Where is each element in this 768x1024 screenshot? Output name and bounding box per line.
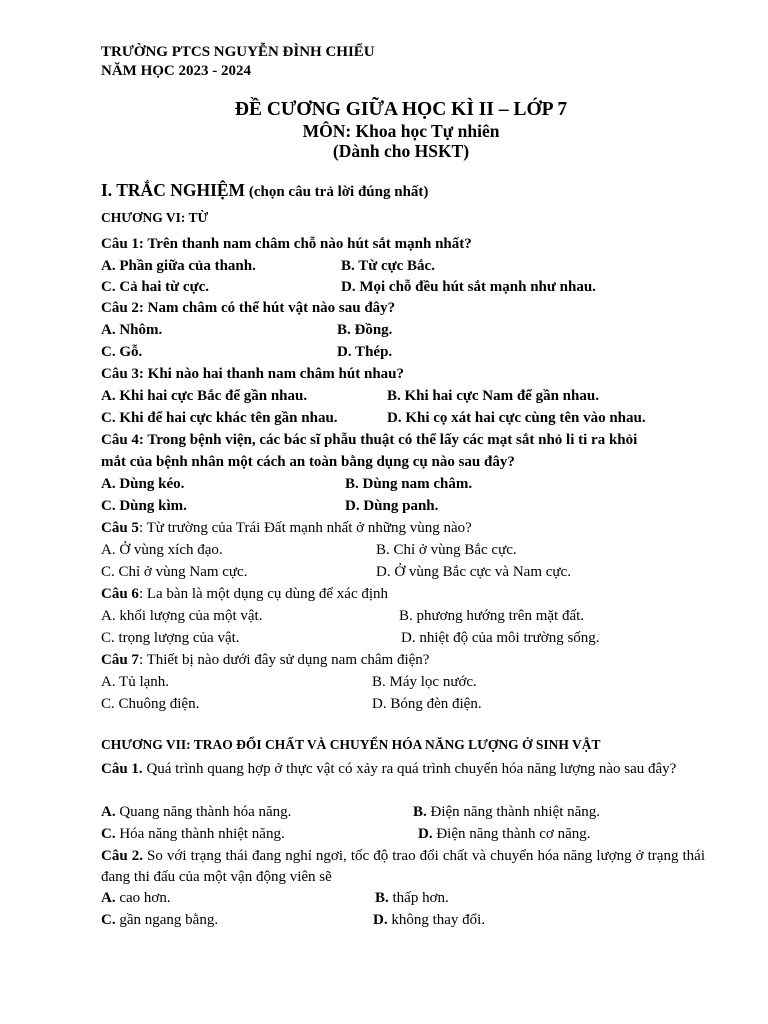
document-title: ĐỀ CƯƠNG GIỮA HỌC KÌ II – LỚP 7 bbox=[234, 99, 568, 120]
question-5-prompt: : Từ trường của Trái Đất mạnh nhất ở những vùng nào? bbox=[138, 520, 472, 536]
option-letter: B. bbox=[375, 890, 389, 906]
question-5-option-b: B. Chỉ ở vùng Bắc cực. bbox=[376, 542, 517, 558]
chapter-7-question-2-option-b bbox=[375, 888, 449, 909]
question-7-prompt: : Thiết bị nào dưới đây sử dụng nam châm điện? bbox=[138, 652, 430, 668]
option-text: Điện năng thành nhiệt năng. bbox=[426, 804, 601, 820]
option-letter: C. bbox=[101, 912, 116, 928]
question-7-option-a: A. Tủ lạnh. bbox=[101, 674, 170, 690]
chapter-7-question-1-number: Câu 1. bbox=[101, 761, 143, 777]
question-7-option-b: B. Máy lọc nước. bbox=[372, 674, 477, 690]
section-heading bbox=[101, 180, 428, 203]
question-1-option-a: A. Phần giữa của thanh. bbox=[101, 258, 256, 274]
audience-line: (Dành cho HSKT) bbox=[332, 141, 470, 161]
question-1-option-c: C. Cả hai từ cực. bbox=[101, 279, 209, 295]
school-name: TRƯỜNG PTCS NGUYỄN ĐÌNH CHIỂU bbox=[101, 44, 375, 60]
question-3-option-d: D. Khi cọ xát hai cực cùng tên vào nhau. bbox=[387, 410, 646, 426]
question-7-option-d: D. Bóng đèn điện. bbox=[372, 696, 482, 712]
question-2-option-b: B. Đồng. bbox=[337, 322, 393, 338]
option-text: Quang năng thành hóa năng. bbox=[115, 804, 292, 820]
question-6-prompt: : La bàn là một dụng cụ dùng để xác định bbox=[138, 586, 389, 602]
chapter-7-question-1-prompt: Quá trình quang hợp ở thực vật có xảy ra quá trình chuyển hóa năng lượng nào sau đây? bbox=[142, 761, 677, 777]
option-letter: C. bbox=[101, 826, 116, 842]
chapter-7-title: CHƯƠNG VII: TRAO ĐỔI CHẤT VÀ CHUYỂN HÓA NĂNG LƯỢNG Ở SINH VẬT bbox=[101, 737, 601, 752]
question-2-option-d: D. Thép. bbox=[337, 344, 393, 360]
chapter-7-question-1-option-a bbox=[101, 802, 291, 823]
question-6-option-a: A. khối lượng của một vật. bbox=[101, 608, 263, 624]
option-text: gần ngang bằng. bbox=[115, 912, 219, 928]
chapter-7-question-2-option-a bbox=[101, 888, 171, 909]
question-5-option-a: A. Ở vùng xích đạo. bbox=[101, 542, 223, 558]
chapter-7-question-1-text bbox=[101, 759, 705, 780]
question-2-text: Câu 2: Nam châm có thể hút vật nào sau đây? bbox=[101, 300, 396, 316]
option-text: Hóa năng thành nhiệt năng. bbox=[115, 826, 285, 842]
option-letter: D. bbox=[418, 826, 433, 842]
question-4-option-b: B. Dùng nam châm. bbox=[345, 476, 473, 492]
question-5-number: Câu 5 bbox=[101, 520, 139, 536]
question-3-option-b: B. Khi hai cực Nam để gần nhau. bbox=[387, 388, 599, 404]
section-instruction: (chọn câu trả lời đúng nhất) bbox=[245, 184, 429, 200]
question-5-option-c: C. Chỉ ở vùng Nam cực. bbox=[101, 564, 248, 580]
question-6-number: Câu 6 bbox=[101, 586, 139, 602]
chapter-7-question-2-option-d bbox=[373, 910, 485, 931]
question-4-option-d: D. Dùng panh. bbox=[345, 498, 439, 514]
question-6-text bbox=[101, 584, 388, 605]
section-title: I. TRẮC NGHIỆM bbox=[101, 180, 246, 200]
chapter-7-question-2-prompt: So với trạng thái đang nghỉ ngơi, tốc độ trao đổi chất và chuyển hóa năng lượng ở trạng thái đang thi đấu của một vận động viên sẽ bbox=[101, 848, 705, 885]
subject-line: MÔN: Khoa học Tự nhiên bbox=[302, 121, 500, 141]
chapter-7-question-2-text bbox=[101, 846, 705, 888]
option-text: không thay đổi. bbox=[387, 912, 486, 928]
school-year: NĂM HỌC 2023 - 2024 bbox=[101, 63, 251, 79]
chapter-7-question-2-option-c bbox=[101, 910, 218, 931]
chapter-7-question-1-option-b bbox=[413, 802, 600, 823]
option-letter: B. bbox=[413, 804, 427, 820]
question-5-text bbox=[101, 518, 472, 539]
option-text: cao hơn. bbox=[115, 890, 171, 906]
question-2-option-a: A. Nhôm. bbox=[101, 322, 163, 338]
question-3-text: Câu 3: Khi nào hai thanh nam châm hút nhau? bbox=[101, 366, 405, 382]
option-text: thấp hơn. bbox=[388, 890, 449, 906]
question-6-option-d: D. nhiệt độ của môi trường sống. bbox=[401, 630, 600, 646]
question-7-number: Câu 7 bbox=[101, 652, 139, 668]
option-letter: D. bbox=[373, 912, 388, 928]
option-letter: A. bbox=[101, 804, 116, 820]
question-7-text bbox=[101, 650, 429, 671]
chapter-7-question-2-number: Câu 2. bbox=[101, 848, 143, 864]
question-7-option-c: C. Chuông điện. bbox=[101, 696, 200, 712]
question-1-option-d: D. Mọi chỗ đều hút sắt mạnh như nhau. bbox=[341, 279, 596, 295]
question-3-option-c: C. Khi để hai cực khác tên gần nhau. bbox=[101, 410, 338, 426]
question-4-option-a: A. Dùng kéo. bbox=[101, 476, 185, 492]
question-1-text: Câu 1: Trên thanh nam châm chỗ nào hút sắt mạnh nhất? bbox=[101, 236, 472, 252]
question-6-option-c: C. trọng lượng của vật. bbox=[101, 630, 240, 646]
chapter-7-question-1-option-d bbox=[418, 824, 590, 845]
option-text: Điện năng thành cơ năng. bbox=[432, 826, 591, 842]
option-letter: A. bbox=[101, 890, 116, 906]
question-5-option-d: D. Ở vùng Bắc cực và Nam cực. bbox=[376, 564, 571, 580]
question-4-text-line-2: mắt của bệnh nhân một cách an toàn bằng dụng cụ nào sau đây? bbox=[101, 454, 515, 470]
chapter-7-question-1-option-c bbox=[101, 824, 285, 845]
chapter-6-title: CHƯƠNG VI: TỪ bbox=[101, 210, 209, 225]
question-4-text-line-1: Câu 4: Trong bệnh viện, các bác sĩ phẫu thuật có thể lấy các mạt sắt nhỏ li ti ra khỏi bbox=[101, 432, 638, 448]
question-4-option-c: C. Dùng kìm. bbox=[101, 498, 187, 514]
question-3-option-a: A. Khi hai cực Bắc để gần nhau. bbox=[101, 388, 308, 404]
question-1-option-b: B. Từ cực Bắc. bbox=[341, 258, 435, 274]
question-6-option-b: B. phương hướng trên mặt đất. bbox=[399, 608, 585, 624]
question-2-option-c: C. Gỗ. bbox=[101, 344, 143, 360]
